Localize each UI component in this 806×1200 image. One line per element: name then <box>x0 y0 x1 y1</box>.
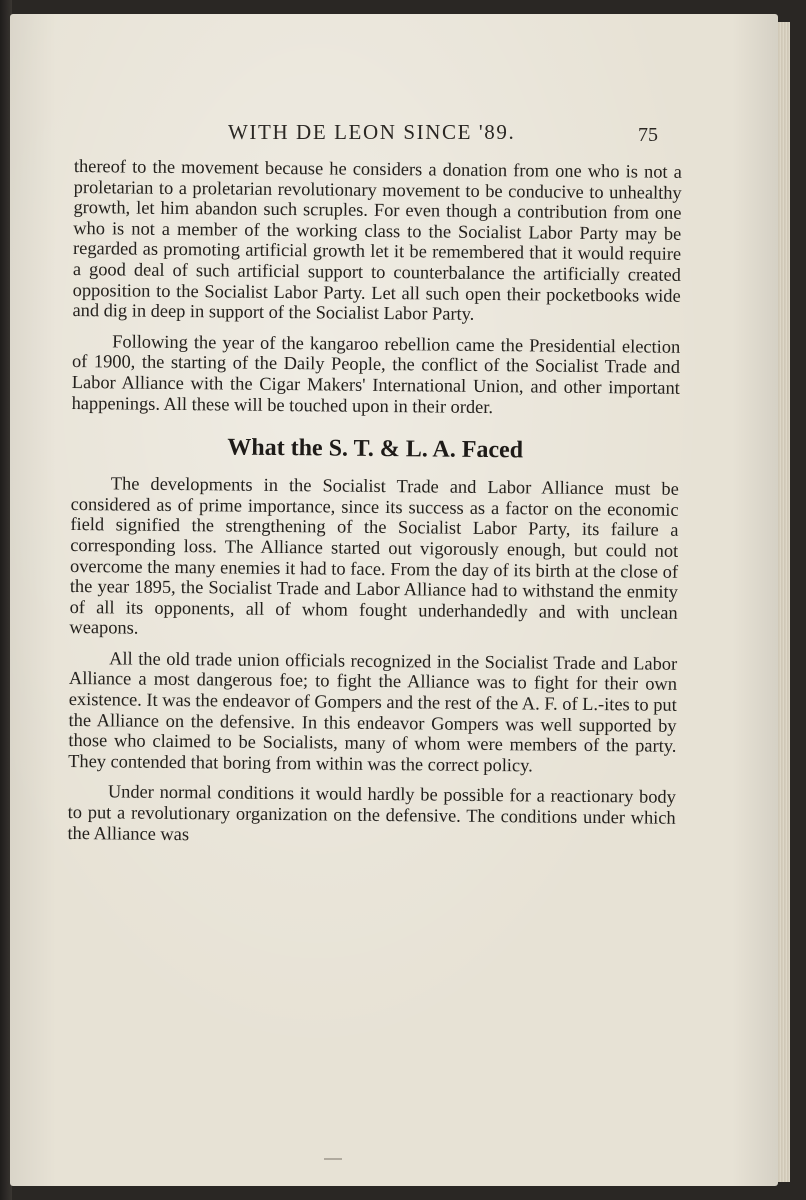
paragraph-3: The developments in the Socialist Trade and Labor Alliance must be considered as of prime importance, since its success as a factor on the economic field signified the strengthening of the Socialist Labor Party, its failure a corresponding loss. The Alliance started out vigorously enough, but could not overcome the many enemies it had to face. From the day of its birth at the close of the year 1895, the Socialist Trade and Labor Alliance had to withstand the enmity of all its opponents, all of whom fought underhandedly and with unclean weapons. <box>69 473 679 638</box>
paragraph-4: All the old trade union officials recognized in the Socialist Trade and Labor Alliance a most dangerous foe; to fight the Alliance was to fight for their own existence. It was the endeavor of Gompers and the rest of the A. F. of L.-ites to put the Alliance on the defensive. In this endeavor Gompers was well supported by those who claimed to be Socialists, many of whom were members of the party. They contended that boring from within was the correct policy. <box>68 648 678 776</box>
page-edges <box>776 22 790 1182</box>
page-header <box>10 120 778 150</box>
ink-smudge <box>324 1158 342 1160</box>
book-page <box>10 14 778 1186</box>
section-heading: What the S. T. & L. A. Faced <box>227 434 524 464</box>
paragraph-5: Under normal conditions it would hardly be possible for a reactionary body to put a revolutionary organization on the defensive. The conditions under which the Alliance was <box>67 781 676 844</box>
paragraph-2: Following the year of the kangaroo rebellion came the Presidential election of 1900, the starting of the Daily People, the conflict of the Socialist Trade and Labor Alliance with the Cigar Makers' International Union, and other important happenings. All these will be touched upon in their order. <box>71 331 681 417</box>
paragraph-1: thereof to the movement because he considers a donation from one who is not a proletarian to a proletarian revolutionary movement to be conducive to unhealthy growth, let him abandon such scruples. For even though a contribution from one who is not a member of the working class to the Socialist Labor Party may be regarded as promoting artificial growth let it be remembered that it would require a good deal of such artificial support to counterbalance the artificially created opposition to the Socialist Labor Party. Let all such open their pocketbooks wide and dig in deep in support of the Socialist Labor Party. <box>72 156 682 325</box>
page-body <box>67 156 682 849</box>
running-head: WITH DE LEON SINCE '89. <box>228 120 516 144</box>
page-number: 75 <box>638 124 658 146</box>
